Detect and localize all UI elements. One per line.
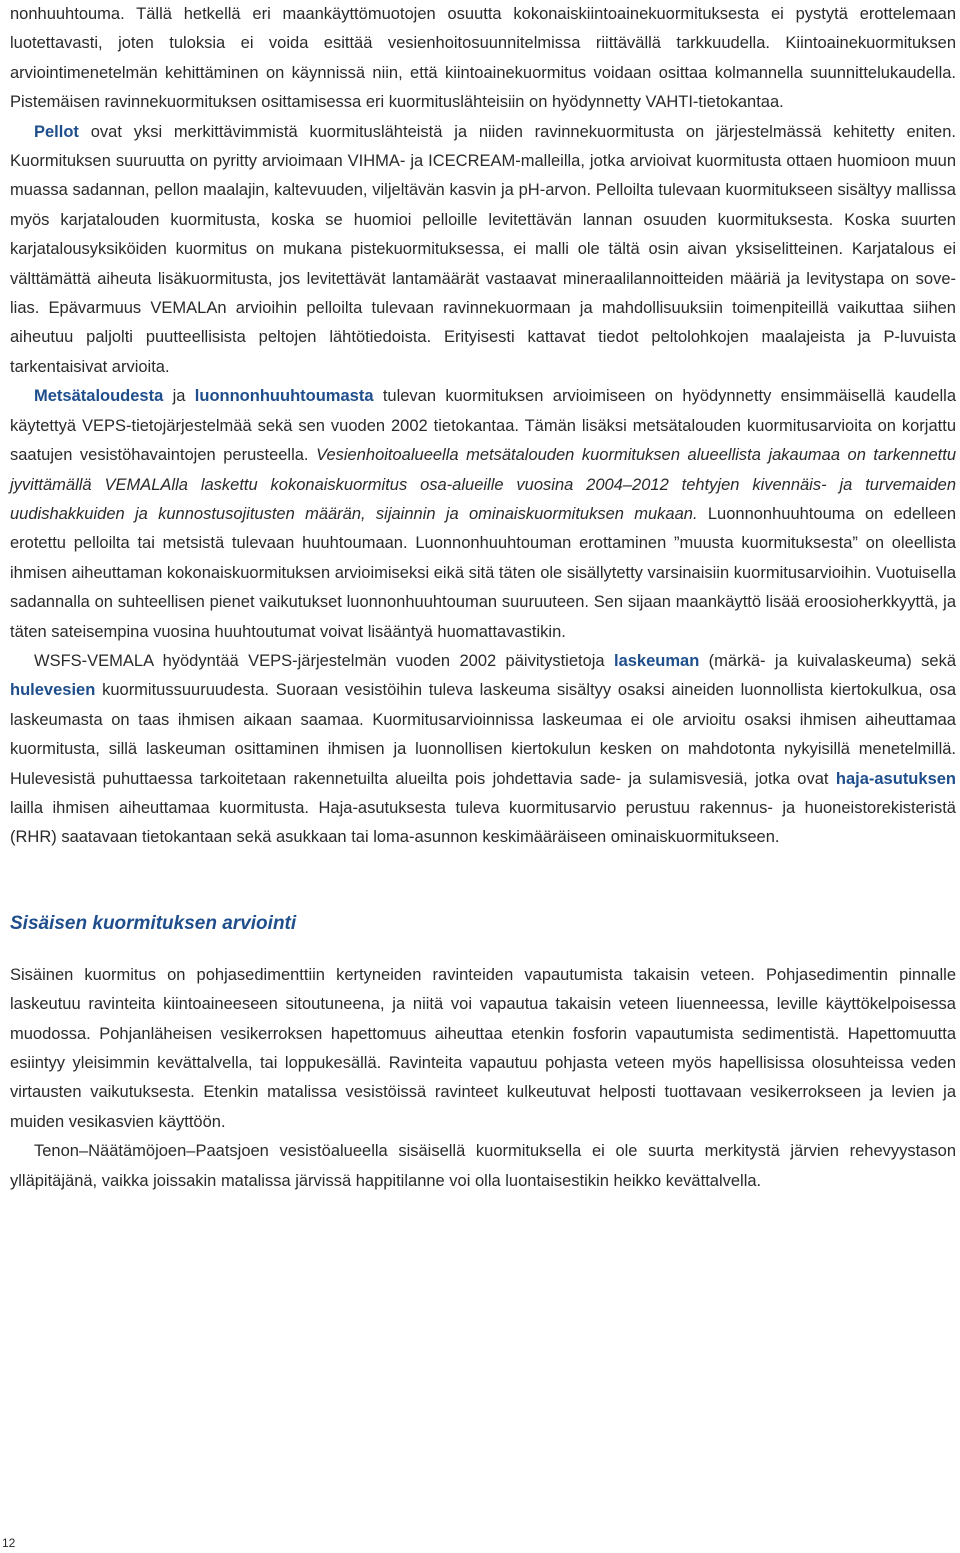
keyword-pellot: Pellot	[34, 122, 79, 141]
paragraph-text: ovat yksi merkittävimmistä kuormituslähteistä ja niiden ravinnekuormitusta on järjestelmässä kehitetty eniten. Kuormituksen suuruutta on pyritty arvioimaan VIHMA- ja ICECREAM-malleilla, jotka arvioivat kuormitusta ottaen huomioon muun muassa sadannan, pellon maalajin, kaltevuuden, viljeltävän kasvin ja pH-arvon. Pelloilta tulevaan kuormitukseen sisältyy mallissa myös karjatalouden kuormitusta, koska se huomioi pelloille levitettävän lannan osuuden kuormituksesta. Koska suurten karjatalousyksiköiden kuormitus on mukana pistekuormituksessa, ei malli ole tältä osin aivan yksiselitteinen. Karjatalous ei välttämättä aiheuta lisäkuormitusta, jos levitettävät lantamäärät vastaavat mineraalilannoitteiden määriä ja levitystapa on sovelias. Epävarmuus VEMALAn arvioihin pelloilta tulevaan ravinnekuormaan ja mahdollisuuksiin toimenpiteillä vaikuttaa siihen aiheutuu paljolti puutteellisista peltojen lähtötiedoista. Erityisesti kattavat tiedot peltolohkojen maalajeista ja P-luvuista tarkentaisivat arvioita.	[10, 122, 956, 376]
paragraph-text: (märkä- ja kuivalaskeuma) sekä	[699, 651, 956, 670]
keyword-metsatalous: Metsätaloudesta	[34, 387, 164, 406]
paragraph-text: ja	[163, 387, 195, 406]
document-body	[10, 0, 956, 1196]
keyword-luonnonhuuhtouma: luonnonhuuhtoumasta	[194, 387, 374, 406]
section-heading: Sisäisen kuormituksen arviointi	[10, 912, 297, 934]
paragraph-text: tulevan kuormituksen arvioimiseen on hyödynnetty ensimmäisellä kaudella käytettyä VEPS-tietojärjestelmää sekä sen vuoden 2002 tietokantaa. Tämän lisäksi metsätalouden kuormitusarvioita on korjattu saatujen vesistöhavaintojen perusteella.	[10, 387, 956, 465]
keyword-laskeuma: laskeuman	[614, 651, 700, 670]
paragraph-solids-load	[10, 0, 956, 118]
paragraph-forestry	[10, 382, 956, 647]
paragraph-text: Sisäinen kuormitus on pohjasedimenttiin kertyneiden ravinteiden vapautumista takaisin veteen. Pohjasedimentin pinnalle laskeutuu ravinteita kiintoaineeseen sitoutuneena, ja niitä voi vapautua takaisin veteen liuenneessa, leville käyttökelpoisessa muodossa. Pohjanläheisen vesikerroksen hapettomuus aiheuttaa etenkin fosforin vapautumista sedimentistä. Hapettomuutta esiintyy yleisimmin kevättalvella, tai loppukesällä. Ravinteita vapautuu pohjasta veteen myös hapellisissa olosuhteissa veden virtausten vaikutuksesta. Etenkin matalissa vesistöissä ravinteet kulkeutuvat helposti tuottavaan vesikerrokseen ja levien ja muiden vesikasvien käyttöön.	[10, 965, 956, 1131]
paragraph-fields	[10, 118, 956, 383]
paragraph-internal-load	[10, 961, 956, 1137]
keyword-haja-asutus: haja-asutuksen	[835, 769, 956, 788]
paragraph-text: Tenon–Näätämöjoen–Paatsjoen vesistöalueella sisäisellä kuormituksella ei ole suurta merkitystä järvien rehevyystason ylläpitäjänä, vaikka joissakin matalissa järvissä happitilanne voi olla luontaisestikin heikko kevättalvella.	[10, 1142, 956, 1190]
keyword-hulevedet: hulevesien	[10, 681, 96, 700]
page-number: 12	[2, 1536, 16, 1550]
paragraph-text: kuormitussuuruudesta. Suoraan vesistöihin tuleva laskeuma sisältyy osaksi aineiden luonnollista kiertokulkua, osa laskeumasta on taas ihmisen aikaan saamaa. Kuormitusarvioinnissa laskeumaa ei ole arvioitu osaksi ihmisen aiheuttamaa kuormitusta, sillä laskeuman osittaminen ihmisen ja luonnollisen kiertokulun kesken on mahdotonta nykyisillä menetelmillä. Hulevesistä puhuttaessa tarkoitetaan rakennetuilta alueilta pois johdettavia sade- ja sulamisvesiä, jotka ovat	[10, 681, 956, 788]
paragraph-text: nonhuuhtouma. Tällä hetkellä eri maankäyttömuotojen osuutta kokonaiskiintoainekuormituksesta ei pystytä erottelemaan luotettavasti, joten tuloksia ei voida esittää vesienhoitosuunnitelmissa riittävällä tarkkuudella. Kiintoainekuormituksen arviointimenetelmän kehittäminen on käynnissä niin, että kiintoainekuormitus voidaan osittaa kolmannella suunnittelukaudella. Pistemäisen ravinnekuormituksen osittamisessa eri kuormituslähteisiin on hyödynnetty VAHTI-tietokantaa.	[10, 5, 956, 112]
paragraph-text: Luonnonhuuhtouma on edelleen erotettu pelloilta tai metsistä tulevaan huuhtoumaan. Luonnonhuuhtouman erottaminen ”muusta kuormituksesta” on oleellista ihmisen aiheuttaman kokonaiskuormituksen arvioimiseksi eikä sitä täten ole sisällytetty varsinaisiin kuormitusarvioihin. Vuotuisella sadannalla on suhteellisen pienet vaikutukset luonnonhuuhtouman suuruuteen. Sen sijaan maankäyttö lisää eroosioherkkyyttä, ja täten sateisempina vuosina huuhtoutumat voivat lisääntyä huomattavastikin.	[10, 504, 957, 641]
paragraph-text: lailla ihmisen aiheuttamaa kuormitusta. Haja-asutuksesta tuleva kuormitusarvio perustuu rakennus- ja huoneistorekisteristä (RHR) saatavaan tietokantaan sekä asukkaan tai loma-asunnon keskimääräiseen ominaiskuormitukseen.	[10, 798, 956, 847]
paragraph-deposition	[10, 647, 956, 853]
paragraph-text: WSFS-VEMALA hyödyntää VEPS-järjestelmän vuoden 2002 päivitystietoja	[34, 651, 614, 670]
italic-text: Vesienhoitoalueella metsätalouden kuormituksen alueellista jakaumaa on tarkennettu jyvittämällä VEMALAlla laskettu kokonaiskuormitus osa-alueille vuosina 2004–2012 tehtyjen kivennäis- ja turvemaiden uudishakkuiden ja kunnostusojitusten määrän, sijainnin ja ominaiskuormituksen mukaan.	[10, 446, 956, 523]
paragraph-teno-basin	[10, 1137, 956, 1196]
